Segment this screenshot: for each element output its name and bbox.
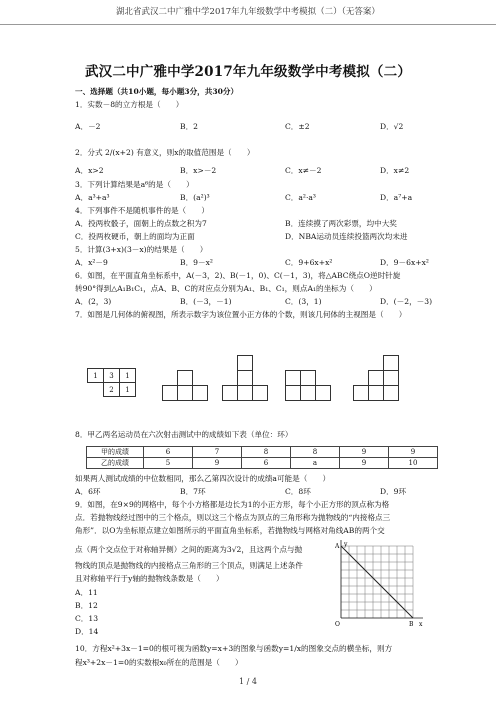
grid-figure <box>335 540 425 638</box>
table-cell: 甲的成绩 <box>87 447 144 458</box>
q6-option-b: B．(－3，－1) <box>180 297 232 306</box>
question-2: 2．分式 2/(x+2) 有意义，则x的取值范围是（ ） <box>75 148 255 157</box>
top-view-cell: 2 <box>103 382 120 397</box>
q4-option-c: C．投两枚硬币，朝上的面均为正面 <box>75 232 195 241</box>
q4-option-a: A．投两枚骰子，面朝上的点数之积为7 <box>75 219 207 228</box>
q9-option-d: D．14 <box>75 627 99 636</box>
q3-option-a: A．a³+a³ <box>75 193 110 202</box>
section-heading: 一、选择题（共10小题，每小题3分，共30分） <box>75 87 239 96</box>
label-b: B <box>409 621 414 628</box>
front-view-option-c <box>285 336 335 401</box>
q6-option-d: D．(－2，－3) <box>380 297 433 306</box>
q8-option-b: B．7环 <box>180 487 206 496</box>
question-3: 3．下列计算结果是a⁶的是（ ） <box>75 180 194 189</box>
table-cell: 9 <box>340 447 389 458</box>
question-6-line-2: 转90°得到△A₁B₁C₁，点A、B、C的对应点分别为A₁、B₁、C₁，则点A₁的坐标为（ ） <box>75 284 377 293</box>
table-cell: 10 <box>389 458 438 469</box>
question-6-line-1: 6．如图，在平面直角坐标系中，A(－3，2)、B(－1，0)、C(－1，3)，将△ABC绕点O逆时针旋 <box>75 271 401 280</box>
q8-option-c: C．8环 <box>285 487 311 496</box>
q3-option-c: C．a²·a³ <box>285 193 316 202</box>
q9-option-a: A．11 <box>75 588 98 597</box>
top-view-cell: 3 <box>103 368 120 383</box>
q4-option-b: B．连续摸了两次彩票，均中大奖 <box>285 219 397 228</box>
q2-option-a: A．x>2 <box>75 166 104 175</box>
table-cell: 6 <box>242 458 291 469</box>
question-9-line-4: 点（两个交点位于对称轴异侧）之间的距离为3√2，且这两个点与抛 <box>75 545 303 554</box>
q1-option-c: C．±2 <box>285 122 310 131</box>
question-10-line-2: 程x³+2x－1=0的实数根x₀所在的范围是（ ） <box>75 658 243 667</box>
table-cell: 9 <box>389 447 438 458</box>
page-header: 湖北省武汉二中广雅中学2017年九年级数学中考模拟（二）（无答案） <box>0 0 496 25</box>
question-8: 8．甲乙两名运动员在六次射击测试中的成绩如下表（单位：环） <box>75 430 293 439</box>
q5-option-c: C．9+6x+x² <box>285 258 333 267</box>
table-cell: 9 <box>340 458 389 469</box>
q4-option-d: D．NBA运动员连续投篮两次均未进 <box>285 232 408 241</box>
q8-option-d: D．9环 <box>380 487 407 496</box>
q6-option-a: A．(2，3) <box>75 297 112 306</box>
q2-option-d: D．x≠2 <box>380 166 410 175</box>
q3-option-d: D．a⁷+a <box>380 193 413 202</box>
top-view-cell: 1 <box>87 368 104 383</box>
table-cell: a <box>291 458 340 469</box>
q8-option-a: A．6环 <box>75 487 101 496</box>
question-9-line-1: 9．如图，在9×9的网格中，每个小方格都是边长为1的小正方形，每个小正方形的顶点称为格 <box>75 500 390 509</box>
page-title: 武汉二中广雅中学2017年九年级数学中考模拟（二） <box>84 64 412 80</box>
table-cell: 8 <box>242 447 291 458</box>
table-row <box>87 458 438 469</box>
q2-option-c: C．x≠－2 <box>285 166 322 175</box>
table-row <box>87 447 438 458</box>
label-x: x <box>419 621 423 628</box>
q5-option-a: A．x²－9 <box>75 258 108 267</box>
top-view-cell: 1 <box>119 382 136 397</box>
q5-option-d: D．9－6x+x² <box>380 258 429 267</box>
question-10-line-1: 10．方程x²+3x－1=0的根可视为函数y=x+3的图象与函数y=1/x的图象交点的横坐标，则方 <box>75 644 393 653</box>
question-9-line-3: 角形”．以O为坐标原点建立如图所示的平面直角坐标系，若抛物线与网格对角线AB的两个交 <box>75 526 385 535</box>
question-9-line-2: 点．若抛物线经过图中的三个格点，则以这三个格点为顶点的三角形称为抛物线的“内接格点三 <box>75 513 391 522</box>
table-cell: 6 <box>144 447 193 458</box>
q1-option-d: D．√2 <box>380 122 404 131</box>
q9-option-c: C．13 <box>75 614 99 623</box>
q1-option-a: A．－2 <box>75 122 101 131</box>
label-y: y <box>344 541 348 548</box>
front-view-option-a <box>162 353 212 401</box>
q5-option-b: B．9－x² <box>180 258 213 267</box>
q6-option-c: C．(3，1) <box>285 297 322 306</box>
top-view-cell: 1 <box>119 368 136 383</box>
q9-option-b: B．12 <box>75 601 98 610</box>
question-9-line-5: 物线的顶点是抛物线的内接格点三角形的三个顶点，则满足上述条件 <box>75 561 303 570</box>
question-4: 4．下列事件不是随机事件的是（ ） <box>75 206 209 215</box>
q1-option-b: B．2 <box>180 122 199 131</box>
diagonal-ab <box>341 546 413 618</box>
table-cell: 8 <box>291 447 340 458</box>
question-8-followup: 如果两人测试成绩的中位数相同，那么乙第四次设计的成绩a可能是（ ） <box>75 474 331 483</box>
q3-option-b: B．(a²)³ <box>180 193 210 202</box>
question-1: 1．实数－8的立方根是（ ） <box>75 100 184 109</box>
table-cell: 乙的成绩 <box>87 458 144 469</box>
front-view-option-d <box>353 336 403 401</box>
table-cell: 7 <box>193 447 242 458</box>
table-cell: 5 <box>144 458 193 469</box>
front-view-option-b <box>222 336 272 401</box>
question-7: 7．如图是几何体的俯视图，所表示数字为该位置小正方体的个数，则该几何体的主视图是（ ） <box>75 310 407 319</box>
q2-option-b: B．x>－2 <box>180 166 217 175</box>
label-o: O <box>335 621 340 628</box>
score-table <box>86 446 438 469</box>
question-9-line-6: 且对称轴平行于y轴的抛物线条数是（ ） <box>75 574 224 583</box>
question-5: 5．计算(3+x)(3－x)的结果是（ ） <box>75 245 208 254</box>
top-view-figure <box>87 368 141 400</box>
page-number: 1 / 4 <box>239 677 257 686</box>
label-a: A <box>335 543 340 550</box>
table-cell: 9 <box>193 458 242 469</box>
